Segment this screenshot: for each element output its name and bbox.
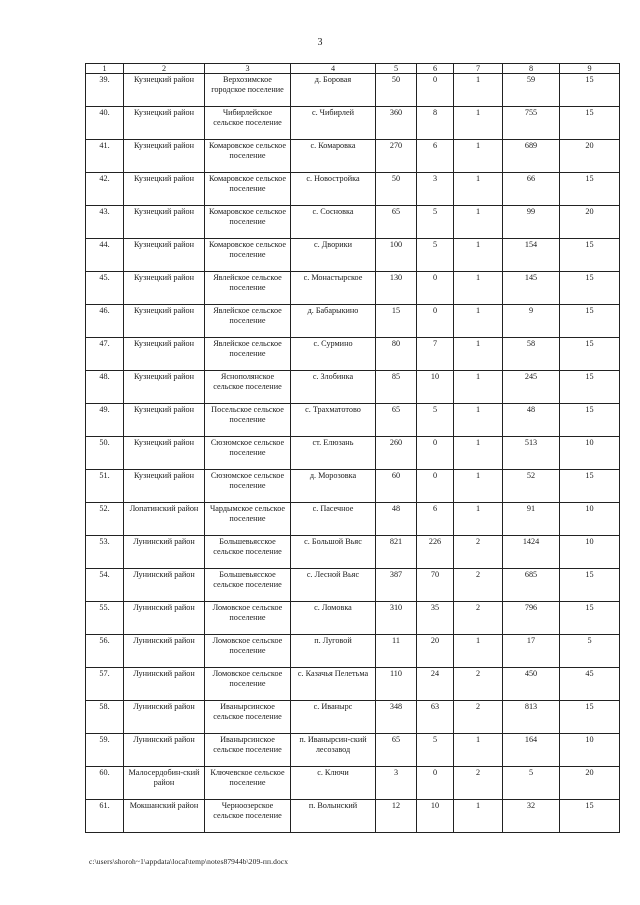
district-cell: Лунинский район [124,734,205,767]
table-row [86,107,620,140]
col6-cell: 6 [417,140,454,173]
col9-cell: 20 [560,206,620,239]
settlement-cell: Чардымское сельское поселение [205,503,291,536]
row-number: 51. [86,470,124,503]
col8-cell: 59 [503,74,560,107]
col5-cell: 50 [376,173,417,206]
district-cell: Лунинский район [124,635,205,668]
col5-cell: 130 [376,272,417,305]
col9-cell: 15 [560,800,620,833]
district-cell: Кузнецкий район [124,272,205,305]
locality-cell: с. Сурмино [291,338,376,371]
column-header: 7 [454,64,503,74]
col9-cell: 15 [560,338,620,371]
col6-cell: 63 [417,701,454,734]
col8-cell: 48 [503,404,560,437]
row-number: 54. [86,569,124,602]
locality-cell: с. Большой Вьяс [291,536,376,569]
table-row [86,668,620,701]
locality-cell: с. Новостройка [291,173,376,206]
col6-cell: 0 [417,470,454,503]
district-cell: Кузнецкий район [124,404,205,437]
col5-cell: 15 [376,305,417,338]
col7-cell: 1 [454,74,503,107]
table-row [86,767,620,800]
settlement-cell: Комаровское сельское поселение [205,239,291,272]
row-number: 52. [86,503,124,536]
col7-cell: 1 [454,140,503,173]
locality-cell: с. Ломовка [291,602,376,635]
locality-cell: с. Трахматотово [291,404,376,437]
row-number: 61. [86,800,124,833]
col7-cell: 1 [454,107,503,140]
table-row [86,602,620,635]
settlement-cell: Чибирлейское сельское поселение [205,107,291,140]
col8-cell: 145 [503,272,560,305]
column-header: 3 [205,64,291,74]
settlement-cell: Большевьясское сельское поселение [205,536,291,569]
col8-cell: 32 [503,800,560,833]
col9-cell: 15 [560,602,620,635]
district-cell: Лопатинский район [124,503,205,536]
col9-cell: 15 [560,107,620,140]
col6-cell: 5 [417,404,454,437]
col8-cell: 1424 [503,536,560,569]
col6-cell: 6 [417,503,454,536]
col8-cell: 689 [503,140,560,173]
settlement-cell: Комаровское сельское поселение [205,206,291,239]
col7-cell: 1 [454,173,503,206]
row-number: 49. [86,404,124,437]
col6-cell: 35 [417,602,454,635]
row-number: 39. [86,74,124,107]
district-cell: Кузнецкий район [124,206,205,239]
col6-cell: 5 [417,734,454,767]
table-row [86,74,620,107]
col5-cell: 85 [376,371,417,404]
col6-cell: 8 [417,107,454,140]
settlement-cell: Комаровское сельское поселение [205,140,291,173]
col7-cell: 2 [454,701,503,734]
col8-cell: 5 [503,767,560,800]
district-cell: Кузнецкий район [124,338,205,371]
locality-cell: с. Пасечное [291,503,376,536]
col5-cell: 3 [376,767,417,800]
col8-cell: 796 [503,602,560,635]
col9-cell: 45 [560,668,620,701]
settlement-cell: Большевьясское сельское поселение [205,569,291,602]
locality-cell: с. Лесной Вьяс [291,569,376,602]
col7-cell: 1 [454,800,503,833]
col9-cell: 5 [560,635,620,668]
district-cell: Лунинский район [124,701,205,734]
col5-cell: 387 [376,569,417,602]
col6-cell: 0 [417,437,454,470]
file-path-footer: c:\users\shoroh~1\appdata\local\temp\notes87944b\209-пп.docx [89,857,289,866]
column-header: 9 [560,64,620,74]
table-row [86,800,620,833]
col8-cell: 52 [503,470,560,503]
table-row [86,437,620,470]
table-row [86,173,620,206]
col9-cell: 15 [560,173,620,206]
table-row [86,206,620,239]
col5-cell: 270 [376,140,417,173]
col8-cell: 513 [503,437,560,470]
row-number: 41. [86,140,124,173]
col6-cell: 0 [417,74,454,107]
col7-cell: 1 [454,239,503,272]
district-cell: Кузнецкий район [124,140,205,173]
district-cell: Кузнецкий район [124,107,205,140]
settlement-cell: Явлейское сельское поселение [205,305,291,338]
col9-cell: 10 [560,734,620,767]
district-cell: Кузнецкий район [124,173,205,206]
row-number: 47. [86,338,124,371]
row-number: 58. [86,701,124,734]
col8-cell: 91 [503,503,560,536]
col5-cell: 65 [376,206,417,239]
col6-cell: 3 [417,173,454,206]
col6-cell: 0 [417,305,454,338]
col7-cell: 1 [454,404,503,437]
locality-cell: д. Бабарыкино [291,305,376,338]
row-number: 48. [86,371,124,404]
table-row [86,635,620,668]
locality-cell: д. Боровая [291,74,376,107]
col7-cell: 1 [454,635,503,668]
row-number: 46. [86,305,124,338]
col8-cell: 164 [503,734,560,767]
locality-cell: п. Луговой [291,635,376,668]
district-cell: Малосердобин-ский район [124,767,205,800]
column-header: 6 [417,64,454,74]
locality-cell: с. Злобинка [291,371,376,404]
settlement-cell: Ломовское сельское поселение [205,635,291,668]
col8-cell: 450 [503,668,560,701]
col6-cell: 70 [417,569,454,602]
col9-cell: 15 [560,74,620,107]
row-number: 55. [86,602,124,635]
settlement-cell: Яснополянское сельское поселение [205,371,291,404]
col5-cell: 48 [376,503,417,536]
col7-cell: 1 [454,272,503,305]
col6-cell: 7 [417,338,454,371]
row-number: 50. [86,437,124,470]
col5-cell: 110 [376,668,417,701]
col9-cell: 15 [560,371,620,404]
col8-cell: 685 [503,569,560,602]
table-row [86,338,620,371]
locality-cell: ст. Елюзань [291,437,376,470]
district-cell: Кузнецкий район [124,239,205,272]
settlement-cell: Сюзюмское сельское поселение [205,470,291,503]
table-row [86,140,620,173]
data-table [85,63,620,833]
locality-cell: с. Казачья Пелетьма [291,668,376,701]
locality-cell: п. Волынский [291,800,376,833]
col9-cell: 10 [560,437,620,470]
settlement-cell: Черноозерское сельское поселение [205,800,291,833]
col5-cell: 348 [376,701,417,734]
col8-cell: 813 [503,701,560,734]
table-row [86,239,620,272]
district-cell: Кузнецкий район [124,470,205,503]
col9-cell: 20 [560,140,620,173]
settlement-cell: Ключевское сельское поселение [205,767,291,800]
district-cell: Лунинский район [124,569,205,602]
col6-cell: 5 [417,206,454,239]
col6-cell: 226 [417,536,454,569]
col6-cell: 24 [417,668,454,701]
col7-cell: 1 [454,437,503,470]
col8-cell: 9 [503,305,560,338]
col8-cell: 66 [503,173,560,206]
col7-cell: 2 [454,668,503,701]
row-number: 45. [86,272,124,305]
settlement-cell: Иванырсинское сельское поселение [205,701,291,734]
table-row [86,305,620,338]
locality-cell: с. Монастырское [291,272,376,305]
col9-cell: 15 [560,404,620,437]
col8-cell: 154 [503,239,560,272]
settlement-cell: Комаровское сельское поселение [205,173,291,206]
settlement-cell: Иванырсинское сельское поселение [205,734,291,767]
col5-cell: 100 [376,239,417,272]
row-number: 40. [86,107,124,140]
column-header: 5 [376,64,417,74]
district-cell: Кузнецкий район [124,74,205,107]
table-row [86,701,620,734]
column-header: 4 [291,64,376,74]
row-number: 60. [86,767,124,800]
table-row [86,404,620,437]
locality-cell: с. Иванырс [291,701,376,734]
page-number: 3 [317,37,323,48]
row-number: 53. [86,536,124,569]
col5-cell: 260 [376,437,417,470]
col7-cell: 1 [454,338,503,371]
settlement-cell: Явлейское сельское поселение [205,272,291,305]
settlement-cell: Верхозимское городское поселение [205,74,291,107]
locality-cell: с. Комаровка [291,140,376,173]
col8-cell: 99 [503,206,560,239]
row-number: 56. [86,635,124,668]
district-cell: Лунинский район [124,668,205,701]
district-cell: Кузнецкий район [124,371,205,404]
col7-cell: 1 [454,470,503,503]
col9-cell: 10 [560,503,620,536]
col7-cell: 1 [454,734,503,767]
district-cell: Кузнецкий район [124,437,205,470]
col6-cell: 10 [417,800,454,833]
table-row [86,734,620,767]
column-header-row [86,64,620,74]
col8-cell: 58 [503,338,560,371]
locality-cell: д. Морозовка [291,470,376,503]
col6-cell: 0 [417,272,454,305]
col7-cell: 1 [454,503,503,536]
col7-cell: 1 [454,371,503,404]
district-cell: Лунинский район [124,536,205,569]
column-header: 2 [124,64,205,74]
row-number: 59. [86,734,124,767]
col5-cell: 360 [376,107,417,140]
settlement-cell: Посельское сельское поселение [205,404,291,437]
table-row [86,503,620,536]
col9-cell: 15 [560,305,620,338]
district-cell: Кузнецкий район [124,305,205,338]
col5-cell: 821 [376,536,417,569]
locality-cell: с. Сосновка [291,206,376,239]
settlement-cell: Ломовское сельское поселение [205,668,291,701]
col9-cell: 15 [560,569,620,602]
col5-cell: 50 [376,74,417,107]
col5-cell: 310 [376,602,417,635]
col7-cell: 1 [454,305,503,338]
col5-cell: 11 [376,635,417,668]
col6-cell: 20 [417,635,454,668]
locality-cell: с. Дворики [291,239,376,272]
col8-cell: 245 [503,371,560,404]
col7-cell: 2 [454,602,503,635]
table-row [86,371,620,404]
col7-cell: 2 [454,536,503,569]
locality-cell: с. Ключи [291,767,376,800]
col5-cell: 65 [376,404,417,437]
col5-cell: 65 [376,734,417,767]
col9-cell: 20 [560,767,620,800]
table-row [86,470,620,503]
settlement-cell: Ломовское сельское поселение [205,602,291,635]
row-number: 43. [86,206,124,239]
locality-cell: п. Иванырсин-ский лесозавод [291,734,376,767]
row-number: 57. [86,668,124,701]
col6-cell: 0 [417,767,454,800]
col9-cell: 15 [560,701,620,734]
settlement-cell: Явлейское сельское поселение [205,338,291,371]
table-row [86,272,620,305]
row-number: 42. [86,173,124,206]
col7-cell: 2 [454,569,503,602]
col9-cell: 15 [560,239,620,272]
col9-cell: 15 [560,272,620,305]
col5-cell: 12 [376,800,417,833]
row-number: 44. [86,239,124,272]
settlement-cell: Сюзюмское сельское поселение [205,437,291,470]
col8-cell: 755 [503,107,560,140]
col5-cell: 60 [376,470,417,503]
column-header: 1 [86,64,124,74]
col9-cell: 10 [560,536,620,569]
col5-cell: 80 [376,338,417,371]
table-row [86,536,620,569]
column-header: 8 [503,64,560,74]
col8-cell: 17 [503,635,560,668]
col9-cell: 15 [560,470,620,503]
col6-cell: 5 [417,239,454,272]
col7-cell: 1 [454,206,503,239]
district-cell: Мокшанский район [124,800,205,833]
col7-cell: 2 [454,767,503,800]
district-cell: Лунинский район [124,602,205,635]
locality-cell: с. Чибирлей [291,107,376,140]
table-row [86,569,620,602]
col6-cell: 10 [417,371,454,404]
